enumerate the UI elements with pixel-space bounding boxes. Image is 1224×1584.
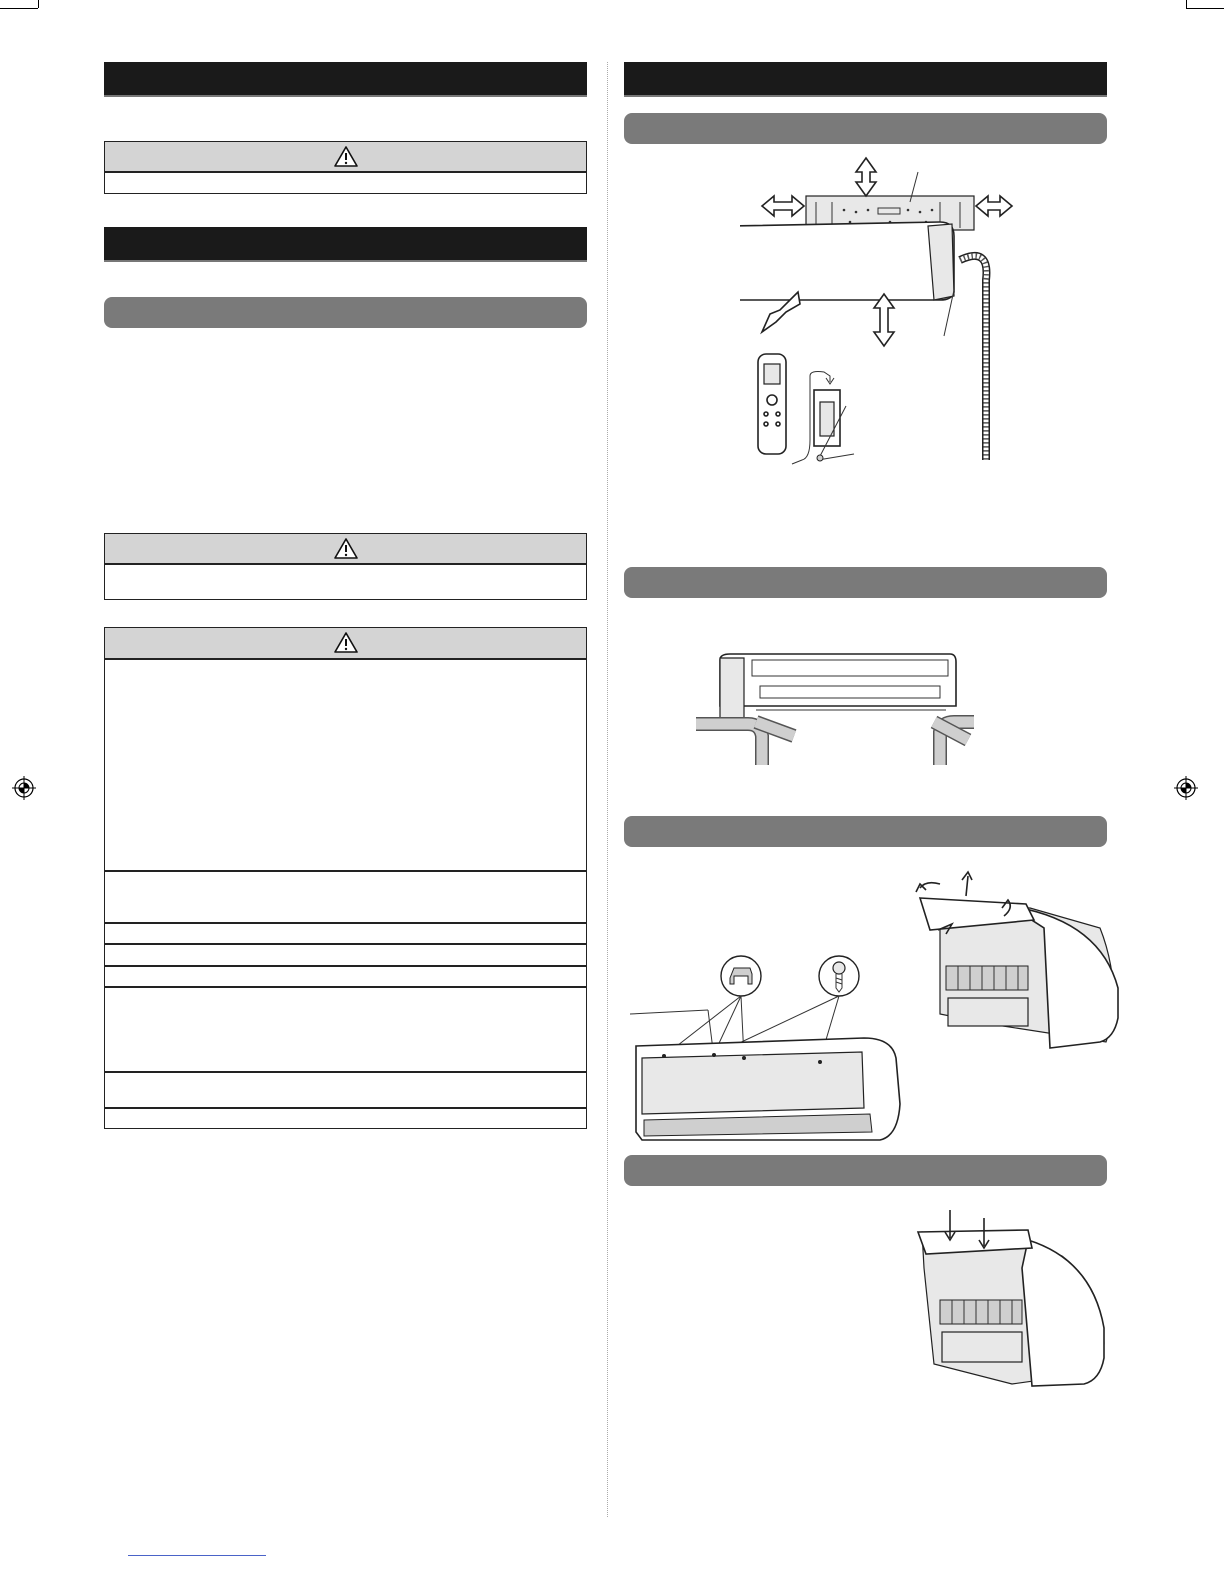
crop-mark-top-right bbox=[1186, 8, 1224, 9]
table-row-divider bbox=[105, 986, 586, 988]
warning-triangle-icon bbox=[333, 537, 359, 560]
remote-control-icon bbox=[758, 354, 786, 454]
cap-icon bbox=[721, 956, 761, 996]
warning-triangle-icon bbox=[333, 145, 359, 168]
table-row-divider bbox=[105, 1071, 586, 1073]
front-panel-install-figure bbox=[912, 1208, 1112, 1392]
crop-mark-top-right-v bbox=[1186, 0, 1187, 8]
registration-target-icon bbox=[1172, 774, 1200, 802]
subsection-header-r4 bbox=[624, 1155, 1107, 1186]
section-header-2 bbox=[104, 227, 587, 262]
column-divider bbox=[607, 62, 608, 1517]
caution-box-1 bbox=[104, 141, 587, 194]
crop-mark-top-left-v bbox=[38, 0, 39, 8]
section-header-1 bbox=[104, 62, 587, 97]
front-panel-removal-figure bbox=[630, 868, 1120, 1148]
crop-mark-top-left bbox=[0, 8, 38, 9]
caution-box-header bbox=[105, 534, 586, 565]
registration-target-icon bbox=[10, 774, 38, 802]
table-row-divider bbox=[105, 965, 586, 967]
warning-triangle-icon bbox=[333, 631, 359, 654]
installation-clearance-figure bbox=[740, 150, 1040, 470]
footer-link-underline[interactable] bbox=[128, 1555, 266, 1556]
caution-box-header bbox=[105, 628, 586, 660]
table-row-divider bbox=[105, 870, 586, 872]
table-row-divider bbox=[105, 922, 586, 924]
piping-direction-figure bbox=[690, 650, 980, 765]
table-row-divider bbox=[105, 943, 586, 945]
subsection-header-r2 bbox=[624, 567, 1107, 598]
pipe-icon bbox=[696, 722, 974, 765]
screw-icon bbox=[819, 956, 859, 996]
caution-box-2 bbox=[104, 533, 587, 600]
subsection-header-r3 bbox=[624, 816, 1107, 847]
remote-holder-icon bbox=[792, 372, 854, 465]
caution-box-header bbox=[105, 142, 586, 173]
table-row-divider bbox=[105, 1107, 586, 1109]
subsection-header-1 bbox=[104, 297, 587, 328]
caution-box-3 bbox=[104, 627, 587, 1129]
arrow-up-down-icon bbox=[856, 158, 876, 196]
section-header-right bbox=[624, 62, 1107, 97]
subsection-header-r1 bbox=[624, 113, 1107, 144]
